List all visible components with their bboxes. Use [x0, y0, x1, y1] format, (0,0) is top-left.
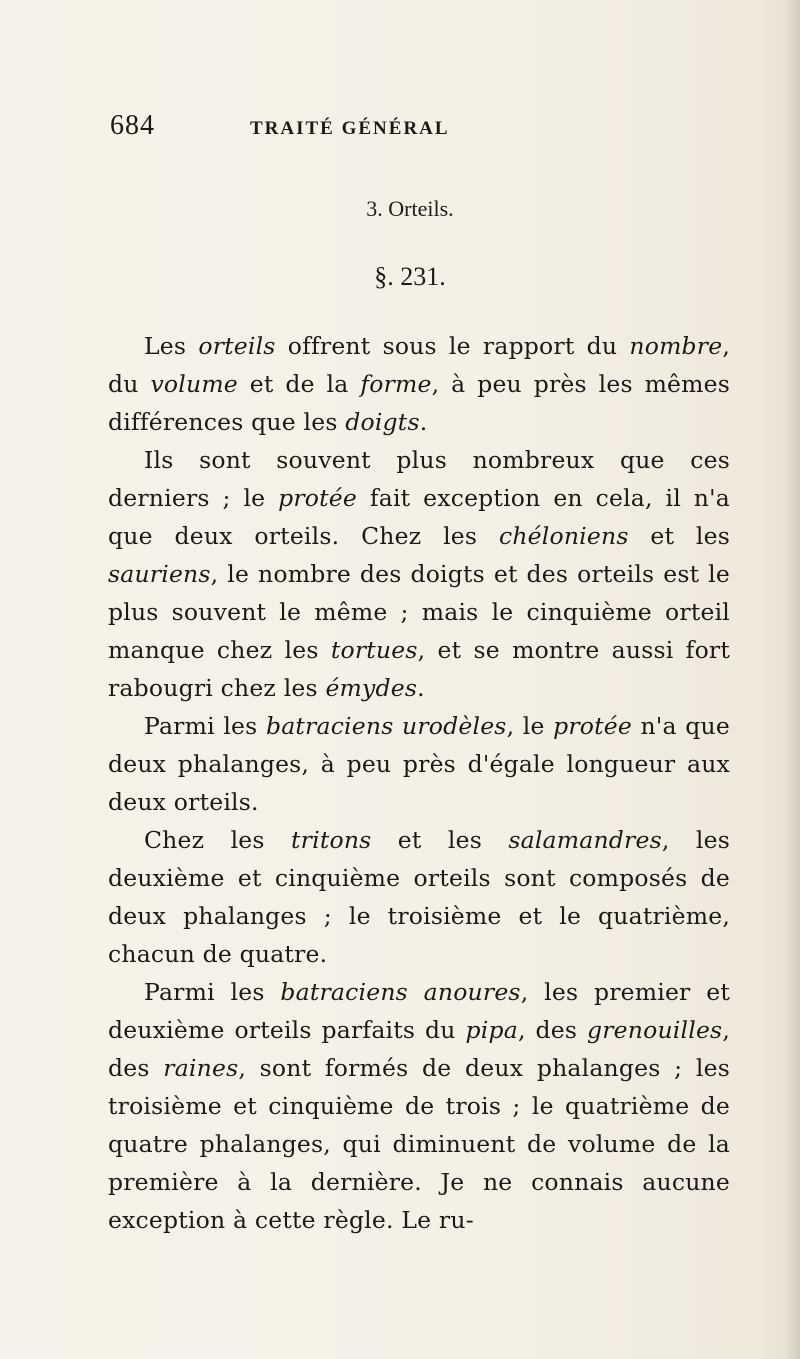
italic-term: forme [360, 370, 432, 398]
italic-term: nombre [629, 332, 723, 360]
text-run: , sont formés de deux phalanges ; les troisième et cinquième de trois ; le quatrième de quatre phalanges, qui diminuent de volume de la première à la dernière. Je ne connais aucune exception à cette règle. Le ru- [108, 1054, 731, 1234]
text-run: Parmi les [144, 712, 266, 740]
running-title: TRAITÉ GÉNÉRAL [250, 118, 450, 139]
italic-term: émydes [325, 674, 418, 702]
italic-term: tortues [330, 636, 418, 664]
text-run: , des [517, 1016, 587, 1044]
text-run: , le [506, 712, 554, 740]
text-run: fait exception en cela, il n'a que deux orteils. Chez les [108, 484, 730, 550]
text-run: Les [144, 332, 199, 360]
text-run: et de la [237, 370, 361, 398]
italic-term: chéloniens [498, 522, 629, 550]
text-run: offrent sous le rapport du [275, 332, 630, 360]
italic-term: batraciens urodèles [265, 712, 507, 740]
subsection-title: 3. Orteils. [366, 196, 454, 221]
italic-term: tritons [291, 826, 372, 854]
italic-term: batraciens anoures [280, 978, 521, 1006]
italic-term: raines [163, 1054, 239, 1082]
italic-term: orteils [198, 332, 276, 360]
text-run: , du [108, 332, 731, 398]
paragraph [108, 327, 730, 441]
text-run: , et se montre aussi fort rabougri chez les [108, 636, 730, 702]
text-run: , les premier et deuxième orteils parfaits du [108, 978, 730, 1044]
italic-term: salamandres [508, 826, 662, 854]
italic-term: doigts [345, 408, 420, 436]
italic-term: pipa [465, 1016, 518, 1044]
text-run: Parmi les [144, 978, 281, 1006]
italic-term: protée [278, 484, 357, 512]
italic-term: sauriens [108, 560, 211, 588]
paragraph [108, 441, 730, 707]
italic-term: grenouilles [587, 1016, 723, 1044]
text-run: , le nombre des doigts et des orteils est le plus souvent le même ; mais le cinquième orteil manque chez les [108, 560, 730, 664]
paragraph [108, 973, 730, 1239]
text-run: , des [108, 1016, 730, 1082]
text-run: , à peu près les mêmes différences que les [108, 370, 731, 436]
text-run: . [417, 674, 425, 702]
page-header [110, 110, 730, 150]
paragraph [108, 821, 730, 973]
page-number: 684 [110, 110, 155, 141]
section-number: §. 231. [374, 262, 446, 291]
text-run: Chez les [144, 826, 292, 854]
text-run: , les deuxième et cinquième orteils sont composés de deux phalanges ; le troisième et le quatrième, chacun de quatre. [108, 826, 730, 968]
text-run: Ils sont souvent plus nombreux que ces derniers ; le [108, 446, 730, 512]
italic-term: volume [150, 370, 238, 398]
text-run: et les [628, 522, 730, 550]
text-run: et les [371, 826, 509, 854]
italic-term: protée [553, 712, 633, 740]
text-run: n'a que deux phalanges, à peu près d'égale longueur aux deux orteils. [108, 712, 730, 816]
text-run: . [419, 408, 428, 436]
body-text [108, 327, 730, 1239]
paragraph [108, 707, 730, 821]
